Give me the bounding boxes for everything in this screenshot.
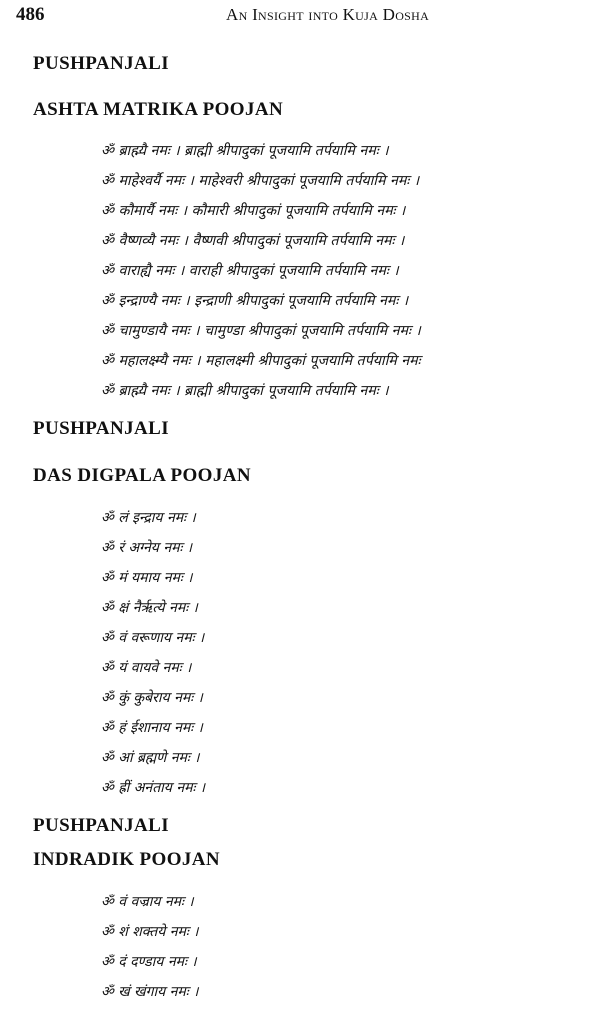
page-number: 486 — [16, 4, 45, 25]
mantra-line: ॐ दं दण्डाय नमः । — [101, 954, 197, 970]
pushpanjali-heading-1: PUSHPANJALI — [33, 53, 169, 74]
mantra-line: ॐ कौमार्यै नमः । कौमारी श्रीपादुकां पूजयामि तर्पयामि नमः । — [101, 203, 406, 219]
mantra-line: ॐ वं वज्राय नमः । — [101, 894, 194, 910]
mantra-line: ॐ महालक्ष्म्यै नमः । महालक्ष्मी श्रीपादुकां पूजयामि तर्पयामि नमः — [101, 353, 421, 369]
mantra-line: ॐ ह्रीं अनंताय नमः । — [101, 780, 206, 796]
mantra-line: ॐ हं ईशानाय नमः । — [101, 720, 203, 736]
pushpanjali-heading-3: PUSHPANJALI — [33, 815, 169, 836]
pushpanjali-heading-2: PUSHPANJALI — [33, 418, 169, 439]
mantra-line: ॐ यं वायवे नमः । — [101, 660, 192, 676]
ashta-matrika-mantra-list — [101, 136, 421, 406]
mantra-line: ॐ ब्राह्म्यै नमः । ब्राह्मी श्रीपादुकां पूजयामि तर्पयामि नमः । — [101, 143, 389, 159]
mantra-line: ॐ चामुण्डायै नमः । चामुण्डा श्रीपादुकां पूजयामि तर्पयामि नमः । — [101, 323, 421, 339]
mantra-line: ॐ वाराह्यै नमः । वाराही श्रीपादुकां पूजयामि तर्पयामि नमः । — [101, 263, 399, 279]
das-digpala-heading: DAS DIGPALA POOJAN — [33, 465, 251, 486]
ashta-matrika-heading: ASHTA MATRIKA POOJAN — [33, 99, 284, 120]
indradik-heading: INDRADIK POOJAN — [33, 849, 221, 870]
mantra-line: ॐ खं खंगाय नमः । — [101, 984, 199, 1000]
mantra-line: ॐ लं इन्द्राय नमः । — [101, 510, 196, 526]
mantra-line: ॐ इन्द्राण्यै नमः । इन्द्राणी श्रीपादुकां पूजयामि तर्पयामि नमः । — [101, 293, 409, 309]
mantra-line: ॐ आं ब्रह्मणे नमः । — [101, 750, 200, 766]
mantra-line: ॐ मं यमाय नमः । — [101, 570, 193, 586]
mantra-line: ॐ शं शक्तये नमः । — [101, 924, 199, 940]
page-header — [0, 0, 600, 30]
mantra-line: ॐ वं वरूणाय नमः । — [101, 630, 205, 646]
mantra-line: ॐ रं अग्नेय नमः । — [101, 540, 193, 556]
mantra-line: ॐ वैष्णव्यै नमः । वैष्णवी श्रीपादुकां पूजयामि तर्पयामि नमः । — [101, 233, 405, 249]
indradik-mantra-list — [101, 887, 199, 1007]
mantra-line: ॐ ब्राह्म्यै नमः । ब्राह्मी श्रीपादुकां पूजयामि तर्पयामि नमः । — [101, 383, 389, 399]
mantra-line: ॐ कुं कुबेराय नमः । — [101, 690, 203, 706]
das-digpala-mantra-list — [101, 503, 205, 803]
mantra-line: ॐ माहेश्वर्यै नमः । माहेश्वरी श्रीपादुकां पूजयामि तर्पयामि नमः । — [101, 173, 420, 189]
running-title: An Insight into Kuja Dosha — [226, 5, 430, 24]
mantra-line: ॐ क्षं नैर्ऋत्ये नमः । — [101, 600, 198, 616]
